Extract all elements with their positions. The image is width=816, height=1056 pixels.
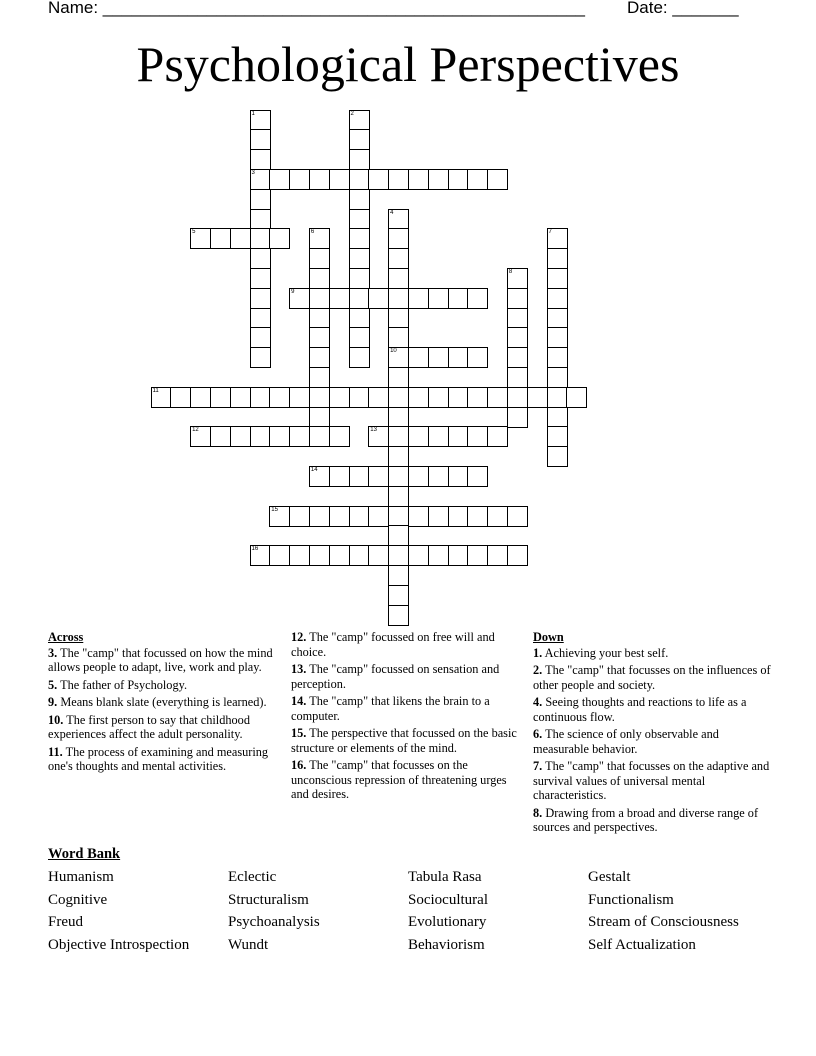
crossword-cell[interactable] [388,327,409,348]
crossword-cell[interactable] [269,506,290,527]
crossword-cell[interactable] [448,347,469,368]
word-bank-item: Psychoanalysis [228,914,320,930]
clue-number: 14 [310,466,318,473]
crossword-cell[interactable] [250,248,271,269]
crossword-cell[interactable] [467,347,488,368]
across-clue: 9. Means blank slate (everything is learned). [48,695,267,709]
crossword-cell[interactable] [329,288,350,309]
crossword-cell[interactable] [250,347,271,368]
crossword-cell[interactable] [329,426,350,447]
clue-number: 9 [291,288,295,295]
crossword-cell[interactable] [368,169,389,190]
crossword-cell[interactable] [368,387,389,408]
down-clue: 6. The science of only observable and measurable behavior. [533,727,719,756]
crossword-cell[interactable] [349,347,370,368]
crossword-cell[interactable] [547,228,568,249]
crossword-cell[interactable] [349,506,370,527]
crossword-cell[interactable] [349,466,370,487]
word-bank-item: Eclectic [228,869,277,885]
crossword-cell[interactable] [210,387,231,408]
crossword-cell[interactable] [349,228,370,249]
crossword-cell[interactable] [349,387,370,408]
crossword-cell[interactable] [250,110,271,131]
clue-number: 7 [548,229,552,236]
word-bank-item: Humanism [48,869,114,885]
word-bank-item: Evolutionary [408,914,487,930]
crossword-cell[interactable] [487,169,508,190]
crossword-cell[interactable] [547,308,568,329]
crossword-cell[interactable] [349,189,370,210]
crossword-cell[interactable] [368,466,389,487]
word-bank-item: Tabula Rasa [408,869,482,885]
across-heading: Across [48,630,84,644]
clue-number: 4 [390,209,394,216]
crossword-cell[interactable] [269,387,290,408]
crossword-cell[interactable] [349,248,370,269]
crossword-cell[interactable] [507,327,528,348]
crossword-cell[interactable] [547,367,568,388]
crossword-cell[interactable] [428,426,449,447]
crossword-cell[interactable] [190,426,211,447]
crossword-cell[interactable] [507,288,528,309]
crossword-cell[interactable] [190,387,211,408]
across-clues-column-2 [291,630,517,805]
crossword-cell[interactable] [250,149,271,170]
crossword-cell[interactable] [349,308,370,329]
crossword-cell[interactable] [507,308,528,329]
across-clue: 11. The process of examining and measuring one's thoughts and mental activities. [48,744,269,773]
crossword-cell[interactable] [388,565,409,586]
crossword-cell[interactable] [309,169,330,190]
crossword-cell[interactable] [388,228,409,249]
crossword-cell[interactable] [230,228,251,249]
crossword-cell[interactable] [349,169,370,190]
word-bank-item: Functionalism [588,891,674,908]
crossword-cell[interactable] [349,110,370,131]
down-heading: Down [533,630,564,644]
crossword-cell[interactable] [388,486,409,507]
clue-number: 16 [251,546,259,553]
crossword-cell[interactable] [507,407,528,428]
crossword-cell[interactable] [448,387,469,408]
down-clues-column [533,630,773,838]
crossword-cell[interactable] [507,545,528,566]
crossword-cell[interactable] [408,545,429,566]
down-clue: 7. The "camp" that focusses on the adaptive and survival values of universal mental characteristics. [533,759,770,802]
crossword-cell[interactable] [349,209,370,230]
crossword-cell[interactable] [507,387,528,408]
down-clue: 2. The "camp" that focusses on the influences of other people and society. [533,663,771,692]
crossword-cell[interactable] [309,327,330,348]
crossword-cell[interactable] [250,228,271,249]
crossword-cell[interactable] [230,387,251,408]
word-bank-item: Objective Introspection [48,936,190,953]
crossword-cell[interactable] [408,288,429,309]
crossword-cell[interactable] [388,545,409,566]
crossword-cell[interactable] [467,545,488,566]
crossword-cell[interactable] [349,129,370,150]
crossword-cell[interactable] [349,327,370,348]
crossword-cell[interactable] [388,506,409,527]
crossword-cell[interactable] [250,426,271,447]
crossword-cell[interactable] [329,387,350,408]
crossword-cell[interactable] [309,268,330,289]
word-bank-item: Behaviorism [408,936,485,953]
crossword-cell[interactable] [428,347,449,368]
crossword-cell[interactable] [428,545,449,566]
crossword-cell[interactable] [250,209,271,230]
clue-number: 11 [152,387,159,394]
crossword-cell[interactable] [566,387,587,408]
crossword-cell[interactable] [428,387,449,408]
clue-number: 13 [370,427,377,434]
crossword-cell[interactable] [368,545,389,566]
crossword-cell[interactable] [250,169,271,190]
crossword-cell[interactable] [329,466,350,487]
crossword-cell[interactable] [289,288,310,309]
crossword-cell[interactable] [448,169,469,190]
word-bank-item: Freud [48,914,83,930]
crossword-cell[interactable] [309,308,330,329]
crossword-cell[interactable] [487,545,508,566]
crossword-cell[interactable] [309,367,330,388]
crossword-cell[interactable] [507,347,528,368]
word-bank-item: Cognitive [48,891,108,908]
crossword-cell[interactable] [388,585,409,606]
crossword-cell[interactable] [507,506,528,527]
across-clue: 15. The perspective that focussed on the basic structure or elements of the mind. [291,726,517,755]
crossword-cell[interactable] [349,149,370,170]
crossword-cell[interactable] [507,268,528,289]
crossword-cell[interactable] [250,327,271,348]
word-bank-item: Gestalt [588,869,631,885]
crossword-cell[interactable] [467,169,488,190]
name-field-label: Name: ___________________________________________________ [48,0,585,17]
crossword-cell[interactable] [368,506,389,527]
crossword-cell[interactable] [309,347,330,368]
crossword-cell[interactable] [309,407,330,428]
crossword-cell[interactable] [388,605,409,626]
crossword-cell[interactable] [547,268,568,289]
crossword-cell[interactable] [388,288,409,309]
crossword-cell[interactable] [428,506,449,527]
crossword-cell[interactable] [547,426,568,447]
crossword-cell[interactable] [250,288,271,309]
crossword-cell[interactable] [309,228,330,249]
crossword-cell[interactable] [309,545,330,566]
crossword-cell[interactable] [190,228,211,249]
crossword-cell[interactable] [448,506,469,527]
crossword-cell[interactable] [250,268,271,289]
word-bank [48,868,768,954]
crossword-cell[interactable] [408,506,429,527]
crossword-cell[interactable] [487,506,508,527]
crossword-cell[interactable] [388,466,409,487]
across-clue: 5. The father of Psychology. [48,677,188,692]
word-bank-item: Self Actualization [588,936,696,953]
crossword-cell[interactable] [170,387,191,408]
crossword-cell[interactable] [467,426,488,447]
crossword-cell[interactable] [547,347,568,368]
clue-number: 8 [508,268,513,275]
date-field-label: Date: _______ [627,0,739,17]
crossword-cell[interactable] [547,407,568,428]
crossword-cell[interactable] [467,387,488,408]
clue-number: 12 [192,427,199,434]
word-bank-item: Structuralism [228,891,309,908]
crossword-cell[interactable] [349,268,370,289]
crossword-cell[interactable] [408,387,429,408]
crossword-cell[interactable] [388,525,409,546]
crossword-cell[interactable] [487,387,508,408]
crossword-cell[interactable] [388,209,409,230]
across-clue: 16. The "camp" that focusses on the unconscious repression of threatening urges and desires. [291,758,507,801]
crossword-cell[interactable] [250,387,271,408]
crossword-cell[interactable] [309,288,330,309]
crossword-cell[interactable] [309,248,330,269]
crossword-cell[interactable] [547,248,568,269]
crossword-cell[interactable] [467,466,488,487]
crossword-cell[interactable] [329,169,350,190]
clue-number: 2 [350,110,354,117]
crossword-cell[interactable] [428,169,449,190]
crossword-cell[interactable] [467,506,488,527]
clue-number: 5 [192,229,196,236]
crossword-cell[interactable] [230,426,251,447]
crossword-cell[interactable] [388,367,409,388]
crossword-cell[interactable] [210,426,231,447]
crossword-cell[interactable] [368,288,389,309]
crossword-cell[interactable] [428,466,449,487]
crossword-cell[interactable] [289,169,310,190]
crossword-cell[interactable] [467,288,488,309]
crossword-cell[interactable] [388,426,409,447]
across-clue: 13. The "camp" focussed on sensation and perception. [291,662,500,691]
crossword-cell[interactable] [329,506,350,527]
clue-number: 1 [251,110,255,117]
crossword-cell[interactable] [250,189,271,210]
clue-number: 15 [271,506,278,513]
crossword-cell[interactable] [448,288,469,309]
across-clue: 14. The "camp" that likens the brain to a computer. [291,694,490,723]
down-clue: 8. Drawing from a broad and diverse range of sources and perspectives. [533,805,759,834]
down-clue: 1. Achieving your best self. [533,645,669,660]
crossword-cell[interactable] [151,387,172,408]
crossword-cell[interactable] [368,426,389,447]
crossword-cell[interactable] [388,446,409,467]
crossword-cell[interactable] [289,545,310,566]
crossword-cell[interactable] [269,169,290,190]
crossword-cell[interactable] [329,545,350,566]
crossword-cell[interactable] [250,308,271,329]
crossword-cell[interactable] [547,288,568,309]
word-bank-item: Sociocultural [408,891,488,908]
crossword-cell[interactable] [250,545,271,566]
crossword-cell[interactable] [527,387,548,408]
crossword-cell[interactable] [388,169,409,190]
crossword-cell[interactable] [388,387,409,408]
crossword-cell[interactable] [448,545,469,566]
crossword-cell[interactable] [388,407,409,428]
across-clue: 3. The "camp" that focussed on how the mind allows people to adapt, live, work and play. [48,645,273,674]
crossword-cell[interactable] [289,387,310,408]
clue-number: 3 [251,169,255,176]
crossword-cell[interactable] [408,426,429,447]
crossword-cell[interactable] [547,446,568,467]
crossword-cell[interactable] [269,426,290,447]
crossword-cell[interactable] [250,129,271,150]
crossword-cell[interactable] [289,506,310,527]
word-bank-item: Wundt [228,936,269,953]
crossword-cell[interactable] [408,347,429,368]
crossword-cell[interactable] [269,228,290,249]
crossword-cell[interactable] [448,426,469,447]
word-bank-heading: Word Bank [48,846,121,862]
crossword-cell[interactable] [349,288,370,309]
crossword-cell[interactable] [388,308,409,329]
crossword-cell[interactable] [428,288,449,309]
crossword-cell[interactable] [309,466,330,487]
clue-number: 6 [310,229,315,236]
page-title: Psychological Perspectives [136,36,680,92]
crossword-cell[interactable] [309,506,330,527]
crossword-cell[interactable] [269,545,290,566]
crossword-cell[interactable] [487,426,508,447]
crossword-cell[interactable] [507,367,528,388]
crossword-cell[interactable] [309,387,330,408]
crossword-cell[interactable] [448,466,469,487]
crossword-cell[interactable] [388,248,409,269]
word-bank-item: Stream of Consciousness [588,914,739,930]
clue-number: 10 [390,348,397,355]
across-clues-column-1 [48,630,280,777]
crossword-cell[interactable] [547,387,568,408]
across-clue: 12. The "camp" focussed on free will and choice. [291,630,495,659]
across-clue: 10. The first person to say that childhood experiences affect the adult personality. [48,712,250,741]
crossword-cell[interactable] [388,347,409,368]
crossword-cell[interactable] [547,327,568,348]
crossword-cell[interactable] [349,545,370,566]
crossword-cell[interactable] [210,228,231,249]
crossword-cell[interactable] [408,466,429,487]
down-clue: 4. Seeing thoughts and reactions to life as a continuous flow. [533,695,747,724]
crossword-cell[interactable] [388,268,409,289]
crossword-cell[interactable] [309,426,330,447]
crossword-cell[interactable] [408,169,429,190]
crossword-cell[interactable] [289,426,310,447]
